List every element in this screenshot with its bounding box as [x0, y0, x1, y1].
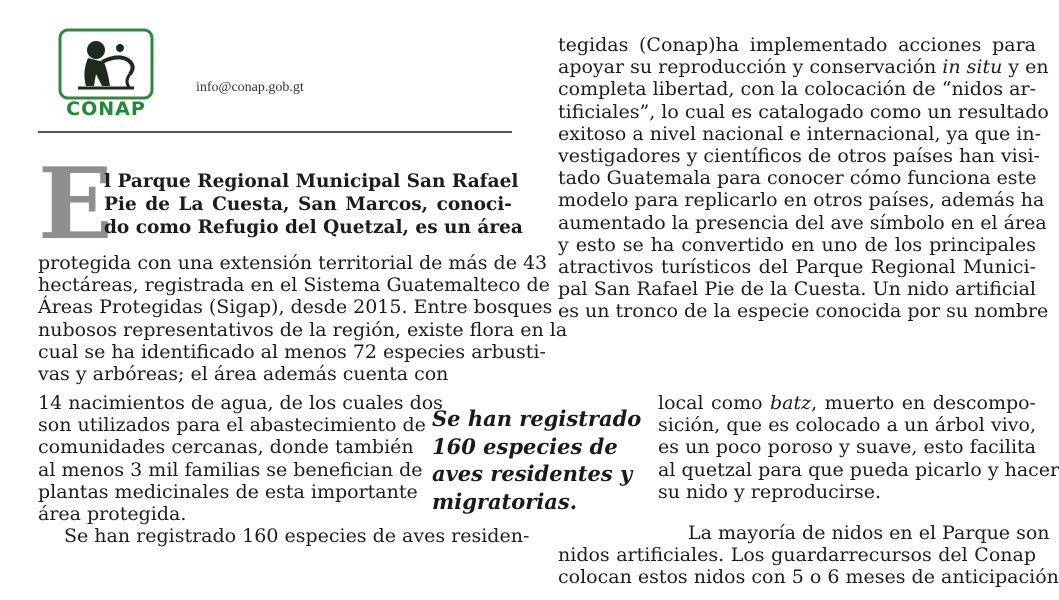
- conap-logo: [58, 28, 154, 120]
- text-span: apoyar su reproducción y conservación: [558, 56, 943, 79]
- text-line: son utilizados para el abastecimiento de: [38, 414, 426, 437]
- text-line: sición, que es colocado a un árbol vivo,: [658, 414, 1036, 437]
- text-line: tificiales”, lo cual es catalogado como un resultado: [558, 100, 1049, 123]
- right-column-narrow: [658, 392, 1059, 503]
- text-line: pal San Rafael Pie de la Cuesta. Un nido artificial: [558, 278, 1036, 301]
- text-line: es un poco poroso y suave, esto facilita: [658, 436, 1036, 459]
- text-line: tado Guatemala para conocer cómo funciona este: [558, 167, 1037, 190]
- text-line: protegida con una extensión territorial de más de 43: [38, 252, 548, 274]
- text-line: nidos artificiales. Los guardarrecursos del Conap: [558, 544, 1036, 567]
- italic-term: batz: [770, 392, 812, 414]
- lead-line: do como Refugio del Quetzal, es un área: [104, 217, 523, 238]
- text-line: colocan estos nidos con 5 o 6 meses de anticipación: [558, 566, 1059, 589]
- text-line: modelo para replicarlo en otros países, además ha: [558, 189, 1045, 212]
- text-line: atractivos turísticos del Parque Regional Munici-: [558, 255, 1036, 278]
- text-line: su nido y reproducirse.: [658, 480, 881, 503]
- text-line: plantas medicinales de esta importante: [38, 480, 418, 503]
- pull-quote-line: Se han registrado: [432, 406, 642, 431]
- italic-term: in situ: [942, 56, 1003, 79]
- divider: [38, 131, 512, 133]
- text-line: área protegida.: [38, 502, 187, 525]
- text-line: cual se ha identificado al menos 72 especies arbusti-: [38, 340, 546, 363]
- text-line: La mayoría de nidos en el Parque son: [688, 522, 1050, 544]
- text-line: comunidades cercanas, donde también: [38, 436, 414, 459]
- text-line: al menos 3 mil familias se benefician de: [38, 458, 423, 481]
- left-column-body: [38, 252, 568, 385]
- text-line: nubosos representativos de la región, existe flora en la: [38, 318, 568, 341]
- text-span: local como: [658, 392, 771, 414]
- text-line: 14 nacimientos de agua, de los cuales dos: [38, 392, 443, 414]
- pull-quote-line: 160 especies de: [432, 433, 618, 459]
- text-line: al quetzal para que pueda picarlo y hacer: [658, 458, 1059, 481]
- text-line: aumentado la presencia del ave símbolo en el área: [558, 211, 1047, 234]
- text-line: completa libertad, con la colocación de “nidos ar-: [558, 78, 1036, 101]
- right-column-body: [558, 34, 1049, 323]
- text-line: hectáreas, registrada en el Sistema Guatemalteco de: [38, 274, 550, 297]
- text-line: exitoso a nivel nacional e internacional, ya que in-: [558, 122, 1042, 145]
- logo-text: CONAP: [66, 98, 146, 120]
- text-line: y esto se ha convertido en uno de los principales: [558, 233, 1036, 256]
- text-line: vas y arbóreas; el área además cuenta con: [38, 362, 449, 385]
- text-line: [558, 56, 1049, 79]
- text-span: y en: [1002, 56, 1049, 79]
- text-line: es un tronco de la especie conocida por su nombre: [558, 300, 1049, 323]
- text-line: tegidas (Conap)ha implementado acciones para: [558, 34, 1036, 56]
- text-line: Se han registrado 160 especies de aves residen-: [64, 525, 530, 548]
- right-column-final: [558, 522, 1059, 589]
- contact-email: info@conap.gob.gt: [196, 80, 304, 95]
- text-line: [658, 392, 1036, 414]
- headline-strip: [0, 0, 1055, 14]
- lead-paragraph: [104, 170, 523, 239]
- pull-quote-line: aves residentes y: [432, 461, 633, 486]
- text-line: vestigadores y científicos de otros países han visi-: [558, 144, 1040, 167]
- headline-fragment: [28, 0, 648, 12]
- drop-cap: E: [38, 147, 113, 262]
- lead-line: l Parque Regional Municipal San Rafael: [104, 171, 519, 192]
- pull-quote: [432, 405, 644, 515]
- pull-quote-line: migratorias.: [432, 488, 578, 514]
- text-span: , muerto en descompo-: [811, 392, 1036, 414]
- text-line: Áreas Protegidas (Sigap), desde 2015. Entre bosques: [38, 296, 553, 319]
- lead-line: Pie de La Cuesta, San Marcos, conoci-: [104, 194, 512, 215]
